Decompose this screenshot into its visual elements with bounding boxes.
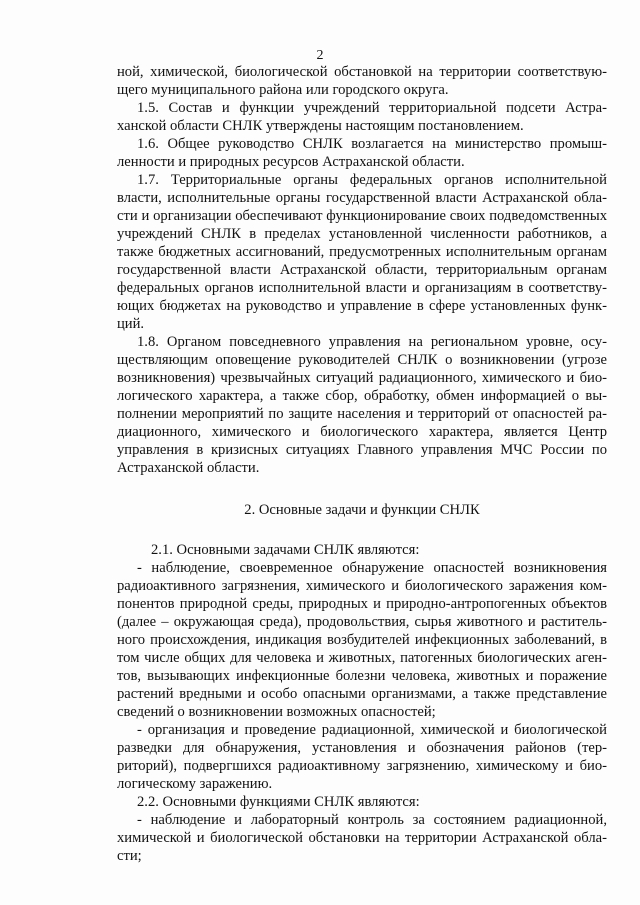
paragraph-1-8: 1.8. Органом повседневного управления на региональном уровне, осуществляющим оповещение руководителей СНЛК о возникновении (угрозе возникновения) чрезвычайных ситуаций радиационного, химического и биологического характера, а также сбор, обработку, обмен информацией о выполнении мероприятий по защите населения и территорий от опасностей радиационного, химического и биологического характера, является Центр управления в кризисных ситуациях Главного управления МЧС России по Астраханской области. [117,334,607,476]
paragraph-continuation: ной, химической, биологической обстановкой на территории соответствующего муниципального района или городского округа. [117,64,607,98]
paragraph-1-5: 1.5. Состав и функции учреждений территориальной подсети Астраханской области СНЛК утверждены настоящим постановлением. [117,100,607,134]
list-item-lab-control: - наблюдение и лабораторный контроль за состоянием радиационной, химической и биологической обстановки на территории Астраханской области; [117,812,607,864]
list-item-reconnaissance: - организация и проведение радиационной, химической и биологической разведки для обнаружения, установления и обозначения районов (территорий), подвергшихся радиоактивному загрязнению, химическому и биологическому заражению. [117,722,607,792]
document-body [117,63,607,865]
paragraph-1-7: 1.7. Территориальные органы федеральных органов исполнительной власти, исполнительные органы государственной власти Астраханской области и организации обеспечивают функционирование своих подведомственных учреждений СНЛК в пределах установленной численности работников, а также бюджетных ассигнований, предусмотренных исполнительным органам государственной власти Астраханской области, территориальным органам федеральных органов исполнительной власти и организациям в соответствующих бюджетах на руководство и управление в сфере установленных функций. [117,172,607,332]
paragraph-2-2: 2.2. Основными функциями СНЛК являются: [137,794,420,810]
paragraph-2-1: 2.1. Основными задачами СНЛК являются: [151,542,420,558]
page-number: 2 [316,48,324,63]
section-heading: 2. Основные задачи и функции СНЛК [244,502,480,518]
list-item-observation: - наблюдение, своевременное обнаружение опасностей возникновения радиоактивного загрязнения, химического и биологического заражения компонентов природной среды, природных и природно-антропогенных объектов (далее – окружающая среда), продовольствия, сырья животного и растительного происхождения, индикация возбудителей инфекционных заболеваний, в том числе общих для человека и животных, патогенных биологических агентов, вызывающих инфекционные болезни человека, животных и поражение растений вредными и особо опасными организмами, а также представление сведений о возникновении возможных опасностей; [117,560,607,720]
paragraph-1-6: 1.6. Общее руководство СНЛК возлагается на министерство промышленности и природных ресурсов Астраханской области. [117,136,607,170]
